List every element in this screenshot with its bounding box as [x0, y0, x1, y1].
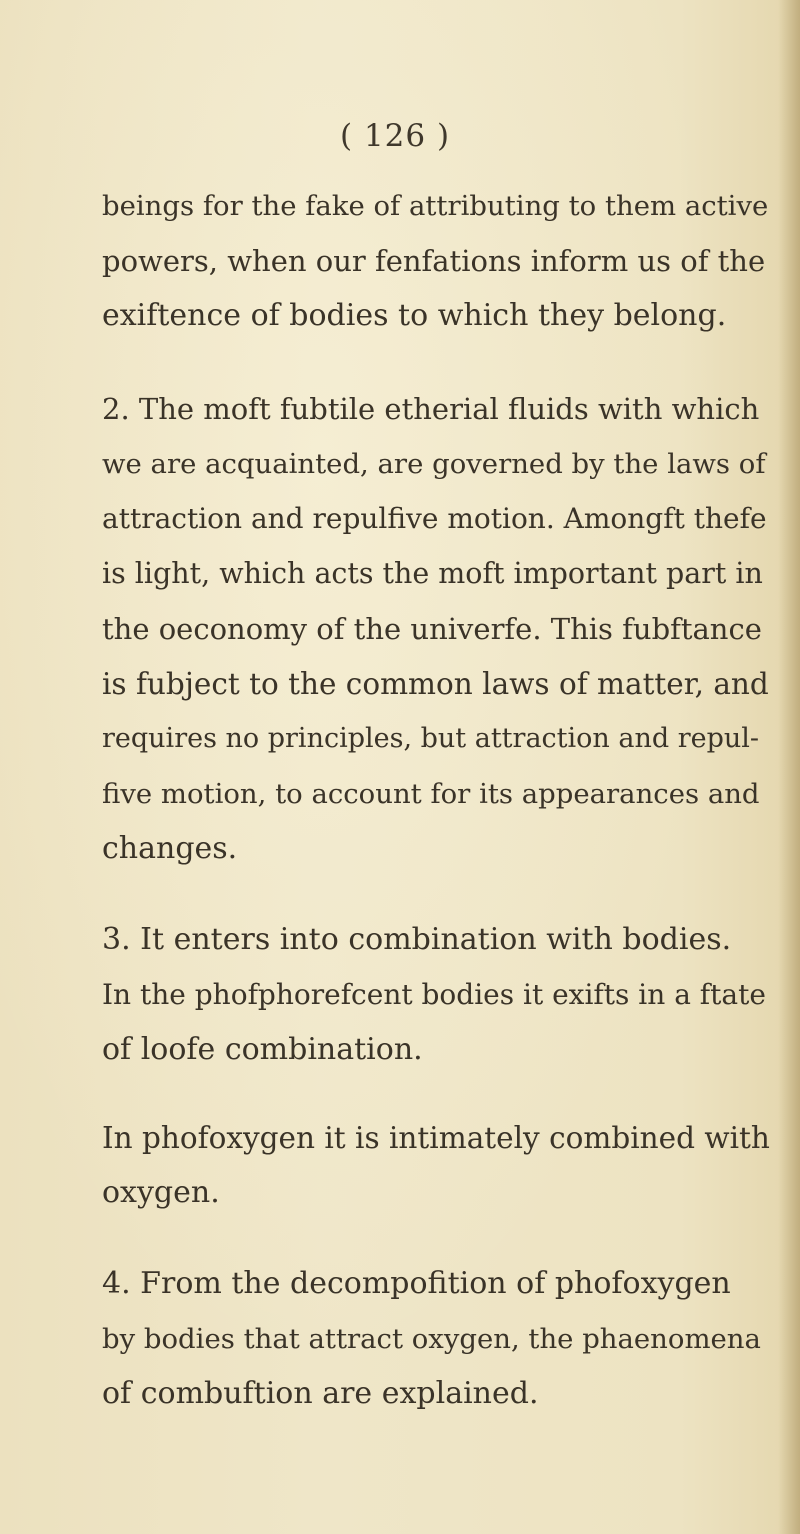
text-line: is light, which acts the moft important part in	[102, 557, 763, 590]
text-line: attraction and repulfive motion. Amongft thefe	[102, 502, 767, 535]
text-line: changes.	[102, 831, 238, 866]
text-line: oxygen.	[102, 1175, 220, 1210]
text-line: of loofe combination.	[102, 1032, 423, 1067]
text-line: powers, when our fenfations inform us of the	[102, 244, 766, 278]
text-line: In phofoxygen it is intimately combined with	[102, 1121, 770, 1155]
text-line: is fubject to the common laws of matter, and	[102, 667, 769, 701]
text-line: we are acquainted, are governed by the laws of	[102, 448, 766, 480]
text-line: beings for the fake of attributing to them active	[102, 190, 769, 222]
text-line: requires no principles, but attraction and repul-	[102, 723, 760, 754]
text-line: 3. It enters into combination with bodies.	[102, 922, 732, 957]
text-line: 2. The moft fubtile etherial fluids with which	[102, 392, 760, 426]
text-line: the oeconomy of the univerfe. This fubftance	[102, 612, 762, 646]
text-line: of combuftion are explained.	[102, 1376, 539, 1411]
text-line: In the phofphorefcent bodies it exifts in a ftate	[102, 978, 766, 1011]
page-edge-shadow	[778, 0, 800, 1534]
text-line: exiftence of bodies to which they belong.	[102, 298, 727, 333]
text-line: five motion, to account for its appearances and	[102, 778, 760, 810]
text-line: by bodies that attract oxygen, the phaenomena	[102, 1323, 761, 1355]
page-number: ( 126 )	[340, 118, 451, 154]
text-line: 4. From the decompofition of phofoxygen	[102, 1266, 731, 1301]
